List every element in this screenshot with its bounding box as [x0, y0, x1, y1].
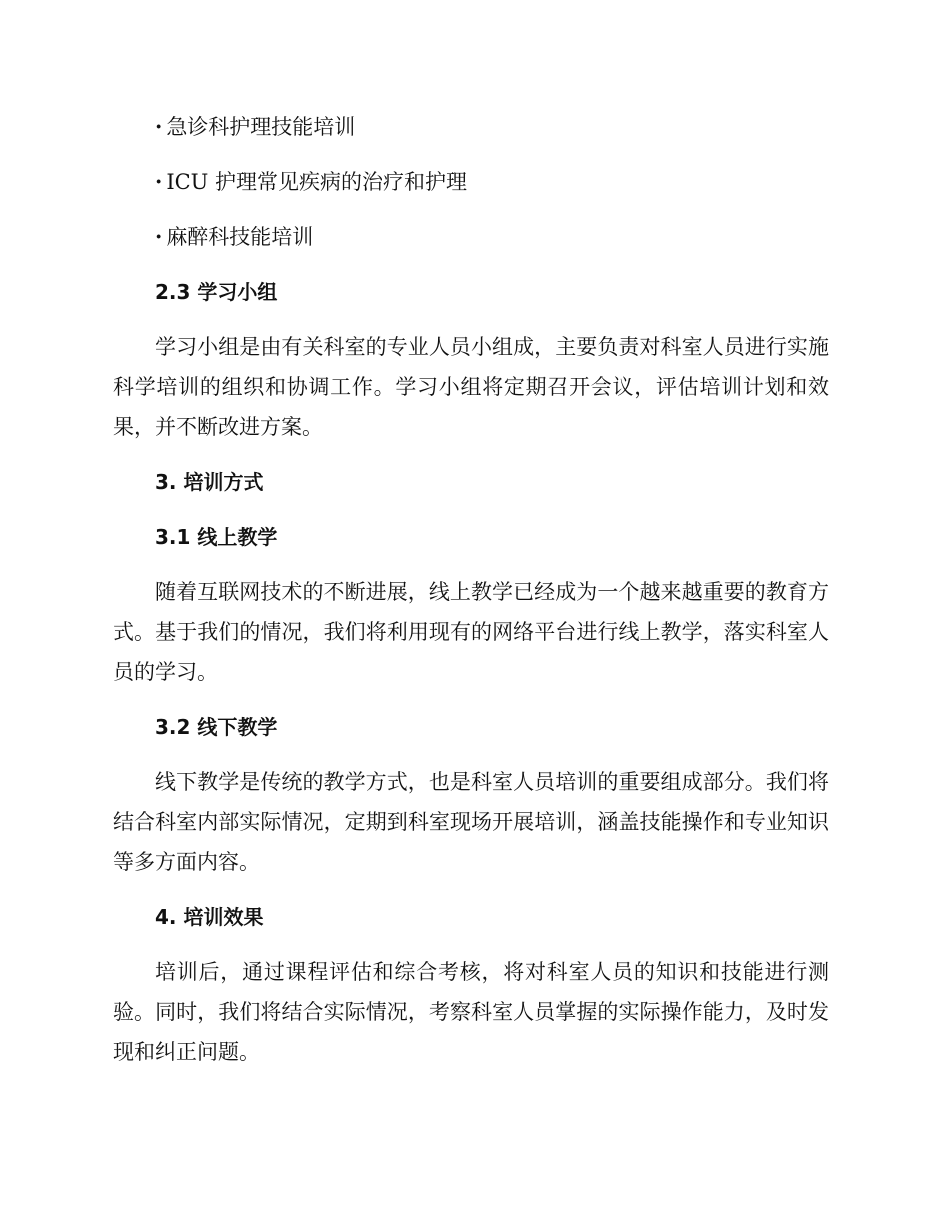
- section-paragraph-2-3: 学习小组是由有关科室的专业人员小组成，主要负责对科室人员进行实施科学培训的组织和协调工作。学习小组将定期召开会议，评估培训计划和效果，并不断改进方案。: [113, 335, 829, 439]
- bullet-marker: ·: [155, 169, 163, 194]
- bullet-marker: ·: [155, 224, 163, 249]
- bullet-item: [155, 107, 829, 147]
- bullet-item: [155, 217, 829, 257]
- section-paragraph-3-2: 线下教学是传统的教学方式，也是科室人员培训的重要组成部分。我们将结合科室内部实际情况，定期到科室现场开展培训，涵盖技能操作和专业知识等多方面内容。: [113, 770, 829, 874]
- section-heading-3-1: 3.1 线上教学: [155, 525, 278, 549]
- section-heading-2-3: 2.3 学习小组: [155, 280, 278, 304]
- document-content: [113, 107, 829, 1087]
- bullet-text: 麻醉科技能培训: [166, 225, 314, 249]
- section-heading-3-2: 3.2 线下教学: [155, 715, 278, 739]
- section-paragraph-4: 培训后，通过课程评估和综合考核，将对科室人员的知识和技能进行测验。同时，我们将结合实际情况，考察科室人员掌握的实际操作能力，及时发现和纠正问题。: [113, 960, 829, 1064]
- bullet-text: 急诊科护理技能培训: [166, 115, 356, 139]
- section-heading-4: 4. 培训效果: [155, 905, 264, 929]
- bullet-marker: ·: [155, 114, 163, 139]
- bullet-item: [155, 162, 829, 202]
- section-paragraph-3-1: 随着互联网技术的不断进展，线上教学已经成为一个越来越重要的教育方式。基于我们的情况，我们将利用现有的网络平台进行线上教学，落实科室人员的学习。: [113, 580, 829, 684]
- bullet-text: ICU 护理常见疾病的治疗和护理: [166, 170, 468, 194]
- section-heading-3: 3. 培训方式: [155, 470, 264, 494]
